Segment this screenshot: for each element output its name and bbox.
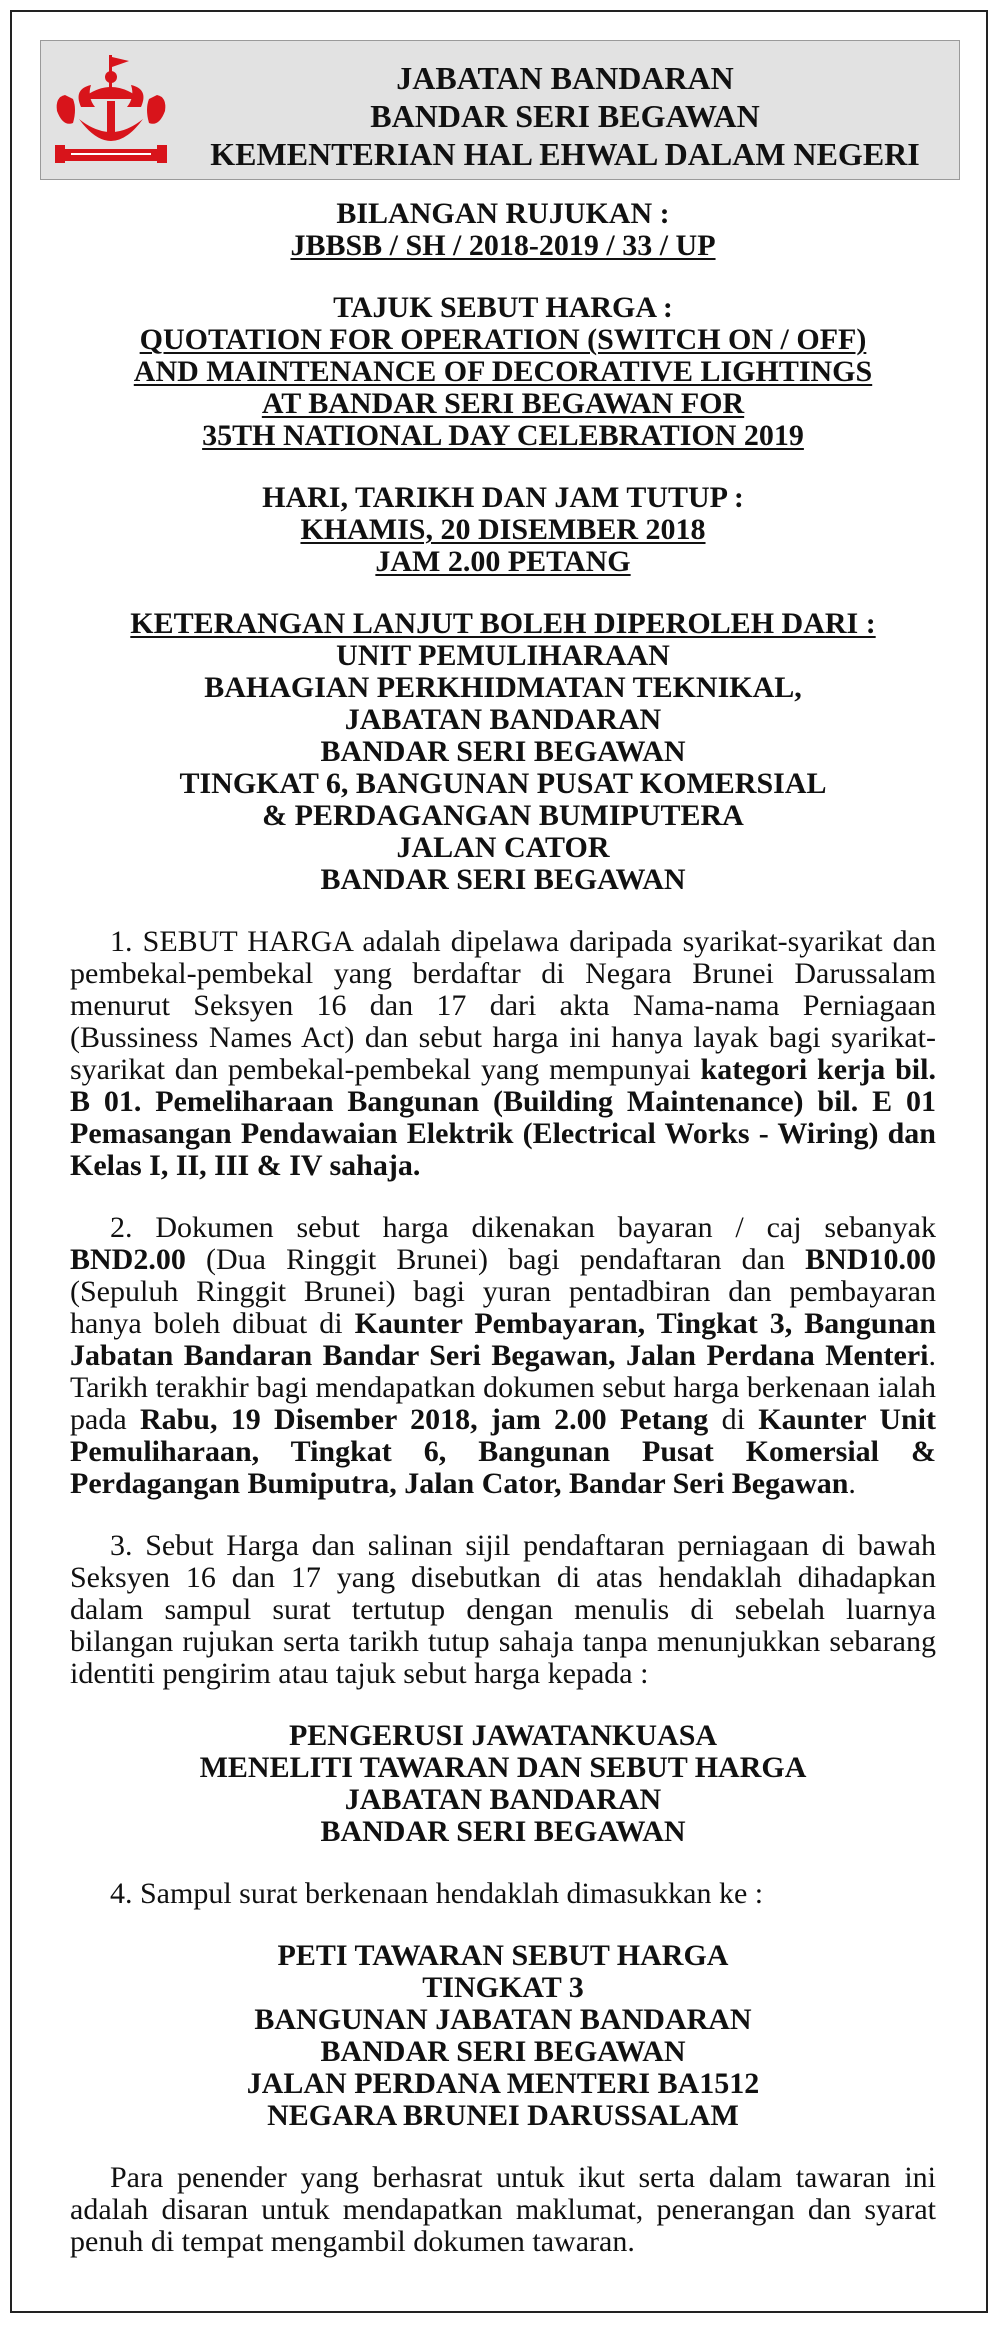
- header-line-city: BANDAR SERI BEGAWAN: [370, 98, 760, 134]
- header-line-department: JABATAN BANDARAN: [396, 60, 734, 96]
- fee-admin: BND10.00: [805, 1243, 936, 1276]
- closing-note-text: Para penender yang berhasrat untuk ikut serta dalam tawaran ini adalah disaran untuk mendapatkan maklumat, penerangan dan syarat penuh di tempat mengambil dokumen tawaran.: [70, 2161, 936, 2258]
- paragraph-4-text: 4. Sampul surat berkenaan hendaklah dimasukkan ke :: [110, 1877, 764, 1910]
- paragraph-2-text: di: [708, 1403, 759, 1436]
- box-line: NEGARA BRUNEI DARUSSALAM: [267, 2099, 739, 2132]
- box-line: PETI TAWARAN SEBUT HARGA: [277, 1939, 729, 1972]
- header-line-ministry: KEMENTERIAN HAL EHWAL DALAM NEGERI: [210, 136, 920, 172]
- box-line: BANGUNAN JABATAN BANDARAN: [254, 2003, 752, 2036]
- header-banner: [40, 40, 960, 180]
- paragraph-fees: [70, 1212, 936, 1500]
- info-line: & PERDAGANGAN BUMIPUTERA: [262, 799, 744, 832]
- paragraph-2-text: 2. Dokumen sebut harga dikenakan bayaran / caj sebanyak: [110, 1211, 936, 1244]
- closing-date: KHAMIS, 20 DISEMBER 2018: [300, 513, 706, 546]
- paragraph-2-text: .: [848, 1467, 856, 1500]
- notice-body: [70, 198, 936, 2288]
- paragraph-2-text: . Tarikh terakhir bagi mendapatkan dokumen sebut harga berkenaan ialah pada: [70, 1339, 936, 1436]
- title-line: AT BANDAR SERI BEGAWAN FOR: [261, 387, 745, 420]
- recipient-line: JABATAN BANDARAN: [344, 1783, 662, 1816]
- title-line: QUOTATION FOR OPERATION (SWITCH ON / OFF): [139, 323, 867, 356]
- info-line: BANDAR SERI BEGAWAN: [320, 735, 686, 768]
- brunei-crest-icon: [51, 49, 171, 173]
- paragraph-1-bold: kategori kerja bil. B 01. Pemeliharaan Bangunan (Building Maintenance) bil. E 01 Pemasangan Pendawaian Elektrik (Electrical Works - Wiring) dan Kelas I, II, III & IV sahaja.: [70, 1053, 936, 1182]
- info-label: KETERANGAN LANJUT BOLEH DIPEROLEH DARI :: [130, 607, 876, 640]
- closing-date-section: [70, 482, 936, 578]
- closing-time: JAM 2.00 PETANG: [375, 545, 631, 578]
- info-line: JABATAN BANDARAN: [344, 703, 662, 736]
- notice-frame: [10, 10, 988, 2313]
- recipient-line: MENELITI TAWARAN DAN SEBUT HARGA: [199, 1751, 807, 1784]
- box-line: TINGKAT 3: [422, 1971, 584, 2004]
- collection-counter: Kaunter Unit Pemuliharaan, Tingkat 6, Bangunan Pusat Komersial & Perdagangan Bumiputra, Jalan Cator, Bandar Seri Begawan: [70, 1403, 936, 1500]
- box-line: JALAN PERDANA MENTERI BA1512: [246, 2067, 760, 2100]
- paragraph-eligibility: [70, 926, 936, 1182]
- closing-label: HARI, TARIKH DAN JAM TUTUP :: [262, 481, 744, 514]
- recipient-address: [70, 1720, 936, 1848]
- document-deadline: Rabu, 19 Disember 2018, jam 2.00 Petang: [139, 1403, 709, 1436]
- recipient-line: BANDAR SERI BEGAWAN: [320, 1815, 686, 1848]
- paragraph-2-text: (Dua Ringgit Brunei) bagi pendaftaran dan: [185, 1243, 806, 1276]
- fee-registration: BND2.00: [70, 1243, 186, 1276]
- title-section: [70, 292, 936, 452]
- title-line: 35TH NATIONAL DAY CELEBRATION 2019: [202, 419, 804, 452]
- paragraph-submission: [70, 1530, 936, 1690]
- paragraph-envelope: [70, 1878, 936, 1910]
- info-line: TINGKAT 6, BANGUNAN PUSAT KOMERSIAL: [179, 767, 827, 800]
- paragraph-1-text: 1. SEBUT HARGA adalah dipelawa daripada syarikat-syarikat dan pembekal-pembekal yang berdaftar di Negara Brunei Darussalam menurut Seksyen 16 dan 17 dari akta Nama-nama Perniagaan (Bussiness Names Act) dan sebut harga ini hanya layak bagi syarikat-syarikat dan pembekal-pembekal yang mempunyai: [70, 925, 936, 1086]
- title-label: TAJUK SEBUT HARGA :: [333, 291, 673, 324]
- info-line: JALAN CATOR: [396, 831, 610, 864]
- info-section: [70, 608, 936, 896]
- paragraph-3-text: 3. Sebut Harga dan salinan sijil pendaftaran perniagaan di bawah Seksyen 16 dan 17 yang disebutkan di atas hendaklah dihadapkan dalam sampul surat tertutup dengan menulis di sebelah luarnya bilangan rujukan serta tarikh tutup sahaja tanpa menunjukkan sebarang identiti pengirim atau tajuk sebut harga kepada :: [70, 1529, 936, 1690]
- reference-number: JBBSB / SH / 2018-2019 / 33 / UP: [290, 229, 716, 262]
- info-line: BANDAR SERI BEGAWAN: [320, 863, 686, 896]
- payment-counter: Kaunter Pembayaran, Tingkat 3, Bangunan Jabatan Bandaran Bandar Seri Begawan, Jalan Perdana Menteri: [70, 1307, 936, 1372]
- reference-section: [70, 198, 936, 262]
- info-line: BAHAGIAN PERKHIDMATAN TEKNIKAL,: [204, 671, 802, 704]
- recipient-line: PENGERUSI JAWATANKUASA: [288, 1719, 718, 1752]
- closing-note: [70, 2162, 936, 2258]
- tender-box-address: [70, 1940, 936, 2132]
- box-line: BANDAR SERI BEGAWAN: [320, 2035, 686, 2068]
- title-line: AND MAINTENANCE OF DECORATIVE LIGHTINGS: [133, 355, 873, 388]
- paragraph-2-text: (Sepuluh Ringgit Brunei) bagi yuran pentadbiran dan pembayaran hanya boleh dibuat di: [70, 1275, 936, 1340]
- info-line: UNIT PEMULIHARAAN: [336, 639, 670, 672]
- header-title: [191, 59, 939, 173]
- reference-label: BILANGAN RUJUKAN :: [336, 197, 670, 230]
